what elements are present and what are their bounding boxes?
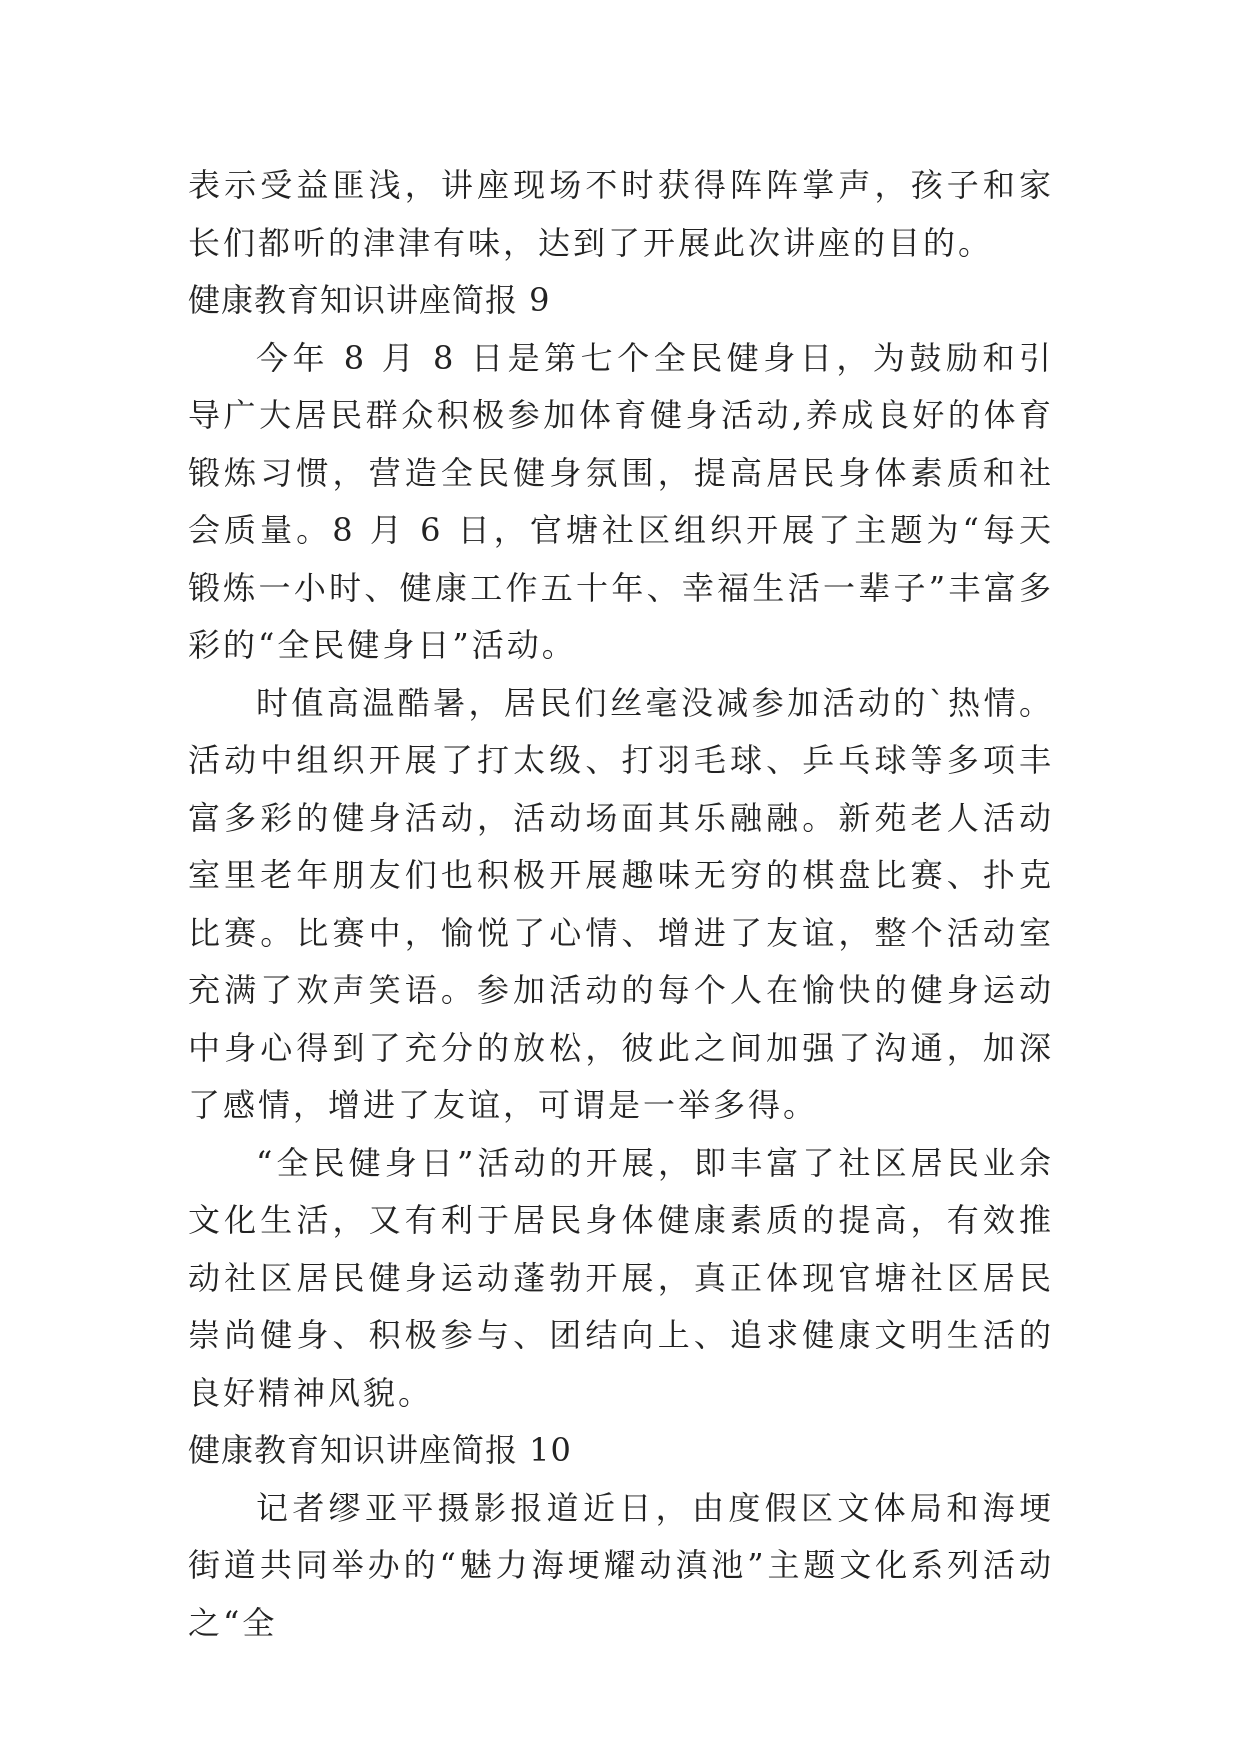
paragraph-fitness-summary: “全民健身日”活动的开展，即丰富了社区居民业余文化生活，又有利于居民身体健康素质的提高，有效推动社区居民健身运动蓬勃开展，真正体现官塘社区居民崇尚健身、积极参与、团结向上、追求健康文明生活的良好精神风貌。 bbox=[188, 1143, 1054, 1412]
paragraph-continuation: 表示受益匪浅，讲座现场不时获得阵阵掌声，孩子和家长们都听的津津有味，达到了开展此次讲座的目的。 bbox=[188, 166, 1054, 262]
paragraph-reporter-intro: 记者缪亚平摄影报道近日，由度假区文体局和海埂街道共同举办的“魅力海埂耀动滇池”主题文化系列活动之“全 bbox=[188, 1488, 1054, 1642]
paragraph-fitness-activities: 时值高温酷暑，居民们丝毫没减参加活动的`热情。活动中组织开展了打太级、打羽毛球、乒乓球等多项丰富多彩的健身活动，活动场面其乐融融。新苑老人活动室里老年朋友们也积极开展趣味无穷的棋盘比赛、扑克比赛。比赛中，愉悦了心情、增进了友谊，整个活动室充满了欢声笑语。参加活动的每个人在愉快的健身运动中身心得到了充分的放松，彼此之间加强了沟通，加深了感情，增进了友谊，可谓是一举多得。 bbox=[188, 683, 1054, 1124]
section-heading-9: 健康教育知识讲座简报 9 bbox=[188, 281, 551, 319]
paragraph-fitness-day-intro: 今年 8 月 8 日是第七个全民健身日，为鼓励和引导广大居民群众积极参加体育健身活动,养成良好的体育锻炼习惯，营造全民健身氛围，提高居民身体素质和社会质量。8 月 6 日，官塘社区组织开展了主题为“每天锻炼一小时、健康工作五十年、幸福生活一辈子”丰富多彩的“全民健身日”活动。 bbox=[188, 338, 1054, 664]
section-heading-10: 健康教育知识讲座简报 10 bbox=[188, 1431, 572, 1469]
document-body bbox=[188, 157, 1054, 1652]
